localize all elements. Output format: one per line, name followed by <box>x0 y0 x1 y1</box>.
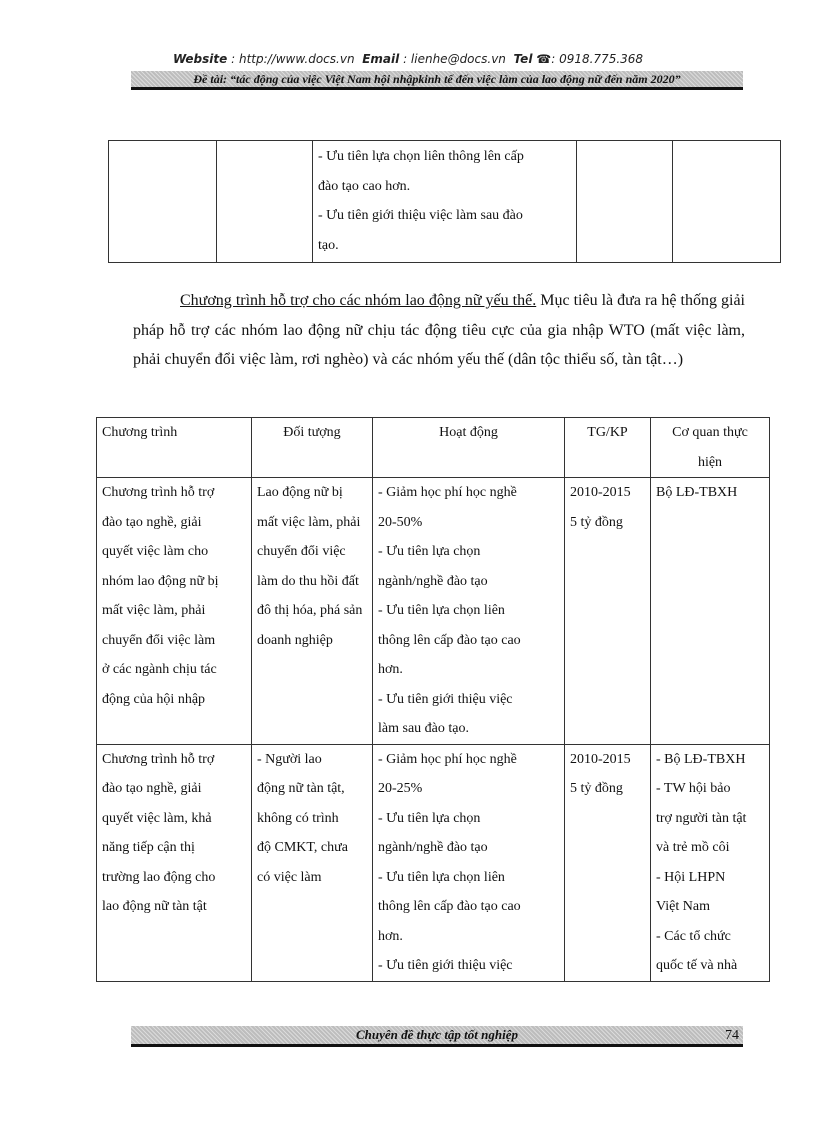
cell-line: và trẻ mồ côi <box>656 840 730 855</box>
cell-line: Chương trình hỗ trợ <box>102 485 215 500</box>
cell-line: - Ưu tiên lựa chọn liên thông lên cấp <box>318 149 524 164</box>
header-program: Chương trình <box>97 418 252 478</box>
tel-value: ☎: 0918.775.368 <box>536 52 644 66</box>
continued-activities-cell <box>313 141 577 263</box>
cell-line: thông lên cấp đào tạo cao <box>378 632 521 648</box>
cell-line: 20-50% <box>378 514 423 530</box>
table-cell <box>109 141 217 263</box>
cell-line: mất việc làm, phải <box>257 514 361 530</box>
table-row <box>97 478 770 745</box>
table-row <box>109 141 781 263</box>
cell-line: động nữ tàn tật, <box>257 781 345 796</box>
cell-line: - Ưu tiên giới thiệu việc <box>378 958 513 973</box>
cell-line: mất việc làm, phải <box>102 603 206 618</box>
paragraph-text: Mục tiêu là đưa ra hệ thống giải pháp hỗ trợ các nhóm lao động nữ chịu tác động tiêu cực của gia nhập WTO (mất việc làm, phải chuyển đổi việc làm, rơi nghèo) và các nhóm yếu thế (dân tộc thiểu số, tàn tật…) <box>133 292 745 368</box>
cell-line: ở các ngành chịu tác <box>102 662 217 677</box>
agency-cell <box>651 478 770 745</box>
cell-line: năng tiếp cận thị <box>102 840 195 855</box>
cell-line: doanh nghiệp <box>257 632 333 648</box>
cell-line: - Hội LHPN <box>656 869 726 885</box>
time-budget-cell <box>565 478 651 745</box>
cell-line: trường lao động cho <box>102 869 216 885</box>
table-cell <box>217 141 313 263</box>
cell-line: Lao động nữ bị <box>257 485 343 500</box>
header-target: Đối tượng <box>252 418 373 478</box>
footer-banner: Chuyên đề thực tập tốt nghiệp <box>131 1026 743 1047</box>
header-agency-line: Cơ quan thực <box>672 425 748 440</box>
cell-line: - TW hội bảo <box>656 781 731 796</box>
cell-line: - Các tổ chức <box>656 928 731 944</box>
cell-line: làm do thu hồi đất <box>257 573 359 589</box>
header-activities: Hoạt động <box>373 418 565 478</box>
cell-line: Bộ LĐ-TBXH <box>656 485 738 500</box>
cell-line: - Giảm học phí học nghề <box>378 751 517 767</box>
cell-line: không có trình <box>257 810 339 826</box>
page-number: 74 <box>725 1028 739 1043</box>
tel-label: Tel <box>513 52 533 66</box>
cell-line: đào tạo cao hơn. <box>318 178 411 194</box>
body-paragraph <box>133 286 745 375</box>
time-budget-cell <box>565 744 651 981</box>
target-cell <box>252 478 373 745</box>
paragraph-heading: Chương trình hỗ trợ cho các nhóm lao động nữ yếu thế. <box>180 292 537 309</box>
header-contact <box>0 52 816 66</box>
cell-line: 2010-2015 <box>570 751 631 767</box>
cell-line: thông lên cấp đào tạo cao <box>378 899 521 914</box>
activities-cell <box>373 744 565 981</box>
program-cell <box>97 478 252 745</box>
topic-banner: Đề tài: “tác động của việc Việt Nam hội nhậpkinh tế đến việc làm của lao động nữ đến năm 2020” <box>131 71 743 90</box>
cell-line: - Giảm học phí học nghề <box>378 485 517 500</box>
programs-table <box>96 417 770 982</box>
email-label: Email <box>362 52 400 66</box>
email-value[interactable]: : lienhe@docs.vn <box>403 52 506 66</box>
cell-line: quyết việc làm, khả <box>102 810 212 826</box>
cell-line: Chương trình hỗ trợ <box>102 751 215 767</box>
header-time-budget: TG/KP <box>565 418 651 478</box>
cell-line: Việt Nam <box>656 899 710 914</box>
cell-line: - Ưu tiên lựa chọn liên <box>378 869 505 885</box>
cell-line: 20-25% <box>378 781 423 796</box>
cell-line: chuyển đổi việc <box>257 544 346 559</box>
cell-line: hơn. <box>378 928 403 944</box>
cell-line: tạo. <box>318 237 339 253</box>
agency-cell <box>651 744 770 981</box>
cell-line: - Ưu tiên giới thiệu việc <box>378 691 513 707</box>
cell-line: làm sau đào tạo. <box>378 721 469 736</box>
cell-line: động của hội nhập <box>102 691 206 707</box>
cell-line: đào tạo nghề, giải <box>102 781 202 796</box>
cell-line: chuyển đổi việc làm <box>102 632 216 648</box>
cell-line: - Bộ LĐ-TBXH <box>656 751 746 767</box>
cell-line: - Ưu tiên giới thiệu việc làm sau đào <box>318 208 523 223</box>
continued-table <box>108 140 781 263</box>
table-cell <box>673 141 781 263</box>
cell-line: - Ưu tiên lựa chọn <box>378 810 481 826</box>
cell-line: quyết việc làm cho <box>102 544 209 559</box>
cell-line: quốc tế và nhà <box>656 958 738 973</box>
cell-line: ngành/nghề đào tạo <box>378 840 488 855</box>
website-url[interactable]: : http://www.docs.vn <box>231 52 355 66</box>
cell-line: độ CMKT, chưa <box>257 840 348 855</box>
website-label: Website <box>172 52 228 66</box>
cell-line: lao động nữ tàn tật <box>102 899 207 914</box>
cell-line: 5 tỷ đồng <box>570 781 623 796</box>
cell-line: đô thị hóa, phá sản <box>257 603 363 618</box>
cell-line: đào tạo nghề, giải <box>102 514 202 530</box>
cell-line: 2010-2015 <box>570 485 631 500</box>
header-agency-line: hiện <box>697 454 723 470</box>
program-cell <box>97 744 252 981</box>
cell-line: - Người lao <box>257 751 322 767</box>
cell-line: - Ưu tiên lựa chọn liên <box>378 603 505 618</box>
cell-line: 5 tỷ đồng <box>570 514 623 530</box>
cell-line: trợ người tàn tật <box>656 810 747 826</box>
target-cell <box>252 744 373 981</box>
cell-line: ngành/nghề đào tạo <box>378 573 488 589</box>
cell-line: nhóm lao động nữ bị <box>102 573 219 589</box>
activities-cell <box>373 478 565 745</box>
cell-line: hơn. <box>378 662 403 677</box>
table-cell <box>577 141 673 263</box>
cell-line: - Ưu tiên lựa chọn <box>378 544 481 559</box>
header-agency <box>651 418 770 478</box>
table-header-row <box>97 418 770 478</box>
cell-line: có việc làm <box>257 869 322 885</box>
table-row <box>97 744 770 981</box>
